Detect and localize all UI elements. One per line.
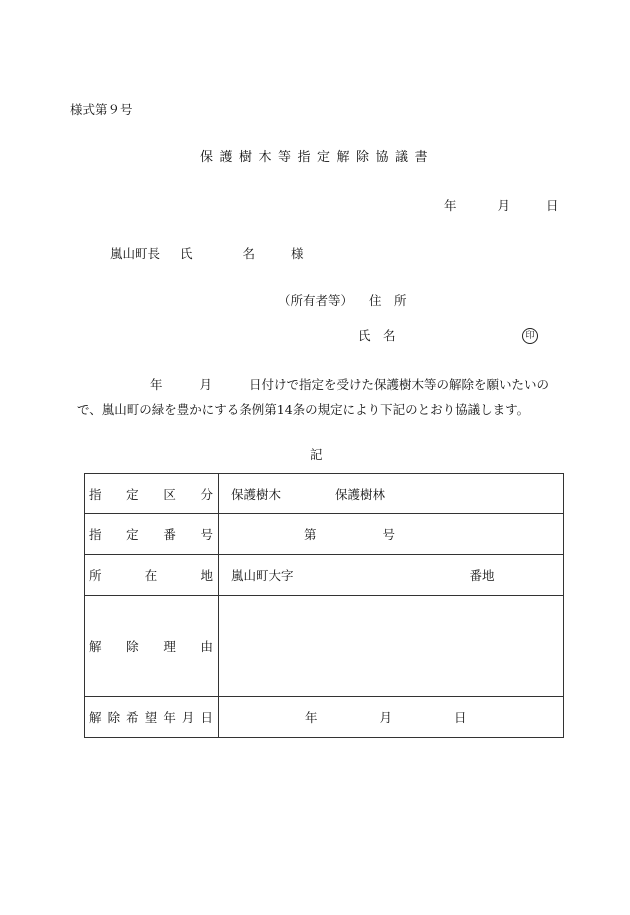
label-char: 所 [89,568,102,583]
label-char: 指 [89,527,102,542]
label-char: 解 [89,710,102,725]
label-char: 除 [107,710,121,725]
row-label-designation-number [85,514,219,555]
label-char: 地 [200,568,213,583]
details-table [84,473,564,738]
designation-number-value[interactable] [219,514,564,555]
row-label-desired-release-date [85,697,219,738]
label-char: 除 [126,639,139,654]
table-row [85,555,564,596]
addressee-shi: 氏 [179,246,193,261]
date-month: 月 [497,198,510,213]
label-char: 指 [89,486,102,502]
label-char: 在 [144,568,158,583]
release-year: 年 [304,710,318,725]
label-char: 希 [126,710,139,725]
label-char: 解 [89,639,102,654]
label-char: 分 [200,486,213,502]
option-protected-tree: 保護樹木 [231,486,282,502]
label-char: 望 [144,710,158,725]
row-label-location [85,555,219,596]
addressee-office: 嵐山町長 [110,246,161,261]
applicant-address-label: 住 所 [368,293,407,308]
label-char: 号 [200,527,213,542]
number-dai: 第 [303,527,317,542]
designation-class-value[interactable] [219,474,564,514]
number-go: 号 [382,527,395,542]
ki-heading: 記 [310,447,323,462]
label-char: 年 [163,710,176,725]
row-label-release-reason [85,596,219,697]
form-number: 様式第９号 [70,102,133,117]
desired-release-date-value[interactable] [219,697,564,738]
date-line [444,200,558,213]
seal-mark-icon: 印 [522,328,538,344]
table-row [85,474,564,514]
addressee-line [110,248,303,261]
location-value[interactable] [219,555,564,596]
label-char: 理 [163,639,176,654]
addressee-sama: 様 [290,246,304,261]
release-month: 月 [379,710,392,725]
location-banchi: 番地 [469,568,495,583]
table-row [85,697,564,738]
table-row [85,514,564,555]
release-day: 日 [453,710,467,725]
body-month: 月 [199,377,212,392]
addressee-mei: 名 [242,246,255,261]
label-char: 区 [163,486,176,502]
label-char: 定 [126,486,139,502]
applicant-role: （所有者等） [278,293,354,308]
option-protected-forest: 保護樹林 [334,486,385,502]
body-line-1 [150,379,549,392]
applicant-address-line [278,295,407,308]
location-oaza: 嵐山町大字 [231,568,294,583]
label-char: 月 [181,710,195,725]
label-char: 定 [126,527,139,542]
date-year: 年 [444,198,457,213]
label-char: 由 [200,639,213,654]
document-title: 保護樹木等指定解除協議書 [200,150,435,165]
row-label-designation-class [85,474,219,514]
body-line-2: で、嵐山町の緑を豊かにする条例第14条の規定により下記のとおり協議します。 [77,402,530,417]
label-char: 日 [200,710,213,725]
body-year: 年 [150,377,163,392]
label-char: 番 [163,527,176,542]
body-rest: 日付けで指定を受けた保護樹木等の解除を願いたいの [248,377,549,392]
date-day: 日 [545,198,559,213]
applicant-name-label: 氏 名 [358,328,396,343]
release-reason-value[interactable] [219,596,564,697]
table-row [85,596,564,697]
